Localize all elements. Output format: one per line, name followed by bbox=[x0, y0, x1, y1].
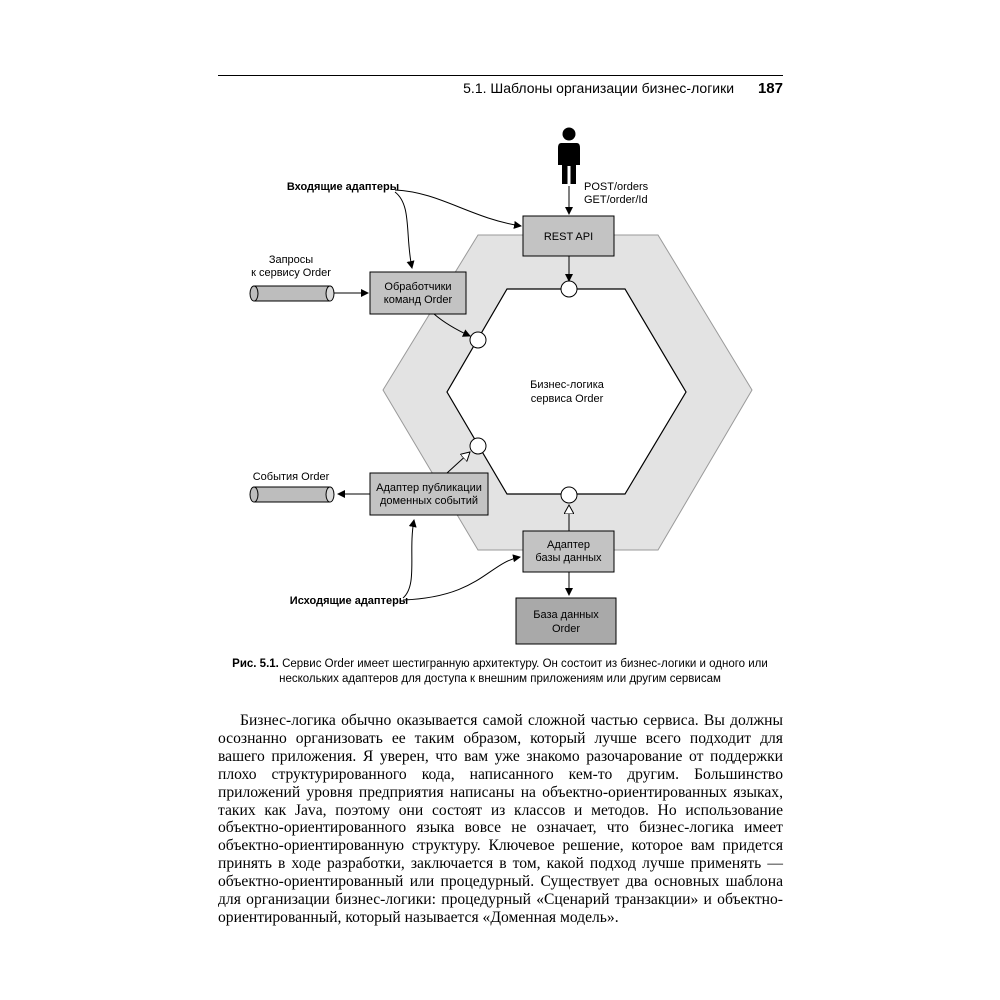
event-publisher-label-1: Адаптер публикации bbox=[376, 482, 482, 494]
rest-api-label: REST API bbox=[543, 231, 594, 243]
caption-text: Сервис Order имеет шестигранную архитектуру. Он состоит из бизнес-логики и одного или нескольких адаптеров для доступа к внешним приложениям или другим сервисам bbox=[279, 658, 768, 685]
outbound-curve-publisher bbox=[403, 520, 414, 598]
outbound-adapters-label: Исходящие адаптеры bbox=[289, 595, 409, 607]
body-paragraph: Бизнес-логика обычно оказывается самой сложной частью сервиса. Вы должны осознанно организовать ее таким образом, который лучше всего подходит для вашего приложения. Я уверен, что вам уже знакомо разочарование от поддержки плохо структурированного кода, написанного кем-то другим. Большинство приложений уровня предприятия написаны на объектно-ориентированных языках, таких как Java, поэтому они состоят из классов и методов. Но использование объектно-ориентированного языка вовсе не означает, что бизнес-логика имеет объектно-ориентированную структуру. Ключевое решение, которое вам придется принять в ходе разработки, заключается в том, какой подход лучше применять — объектно-ориентированный или процедурный. Существует два основных шаблона для организации бизнес-логики: процедурный «Сценарий транзакции» и объектно-ориентированный, который называется «Доменная модель». bbox=[218, 712, 783, 926]
order-events-label: События Order bbox=[252, 471, 330, 483]
figure-caption bbox=[222, 657, 778, 687]
command-requests-channel bbox=[250, 286, 334, 301]
db-adapter-label-1: Адаптер bbox=[547, 539, 590, 551]
port-upper-left bbox=[470, 332, 486, 348]
command-handlers-box bbox=[370, 272, 466, 314]
outbound-curve-db bbox=[403, 557, 520, 600]
database-label-2: Order bbox=[551, 623, 581, 635]
inbound-curve-handlers bbox=[395, 192, 412, 268]
section-title: 5.1. Шаблоны организации бизнес-логики bbox=[463, 80, 735, 96]
command-handlers-label-2: команд Order bbox=[383, 294, 453, 306]
http-request-post: POST/orders bbox=[584, 181, 649, 193]
port-top bbox=[561, 281, 577, 297]
database-label-1: База данных bbox=[533, 609, 599, 621]
inbound-curve-rest bbox=[395, 190, 521, 226]
caption-label: Рис. 5.1. bbox=[232, 658, 279, 670]
http-request-get: GET/order/Id bbox=[584, 194, 648, 206]
business-logic-label-2: сервиса Order bbox=[530, 393, 604, 405]
port-lower-left bbox=[470, 438, 486, 454]
person-icon bbox=[558, 128, 580, 185]
db-adapter-label-2: базы данных bbox=[535, 552, 602, 564]
page-number: 187 bbox=[757, 80, 783, 97]
database-box bbox=[516, 598, 616, 644]
event-publisher-box bbox=[370, 473, 488, 515]
business-logic-label-1: Бизнес-логика bbox=[530, 379, 604, 391]
order-events-channel bbox=[250, 487, 334, 502]
event-publisher-label-2: доменных событий bbox=[379, 495, 479, 507]
command-handlers-label-1: Обработчики bbox=[384, 281, 452, 293]
port-bottom bbox=[561, 487, 577, 503]
command-requests-label-2: к сервису Order bbox=[251, 267, 331, 279]
command-requests-label-1: Запросы bbox=[268, 254, 314, 266]
inbound-adapters-label: Входящие адаптеры bbox=[286, 181, 400, 193]
